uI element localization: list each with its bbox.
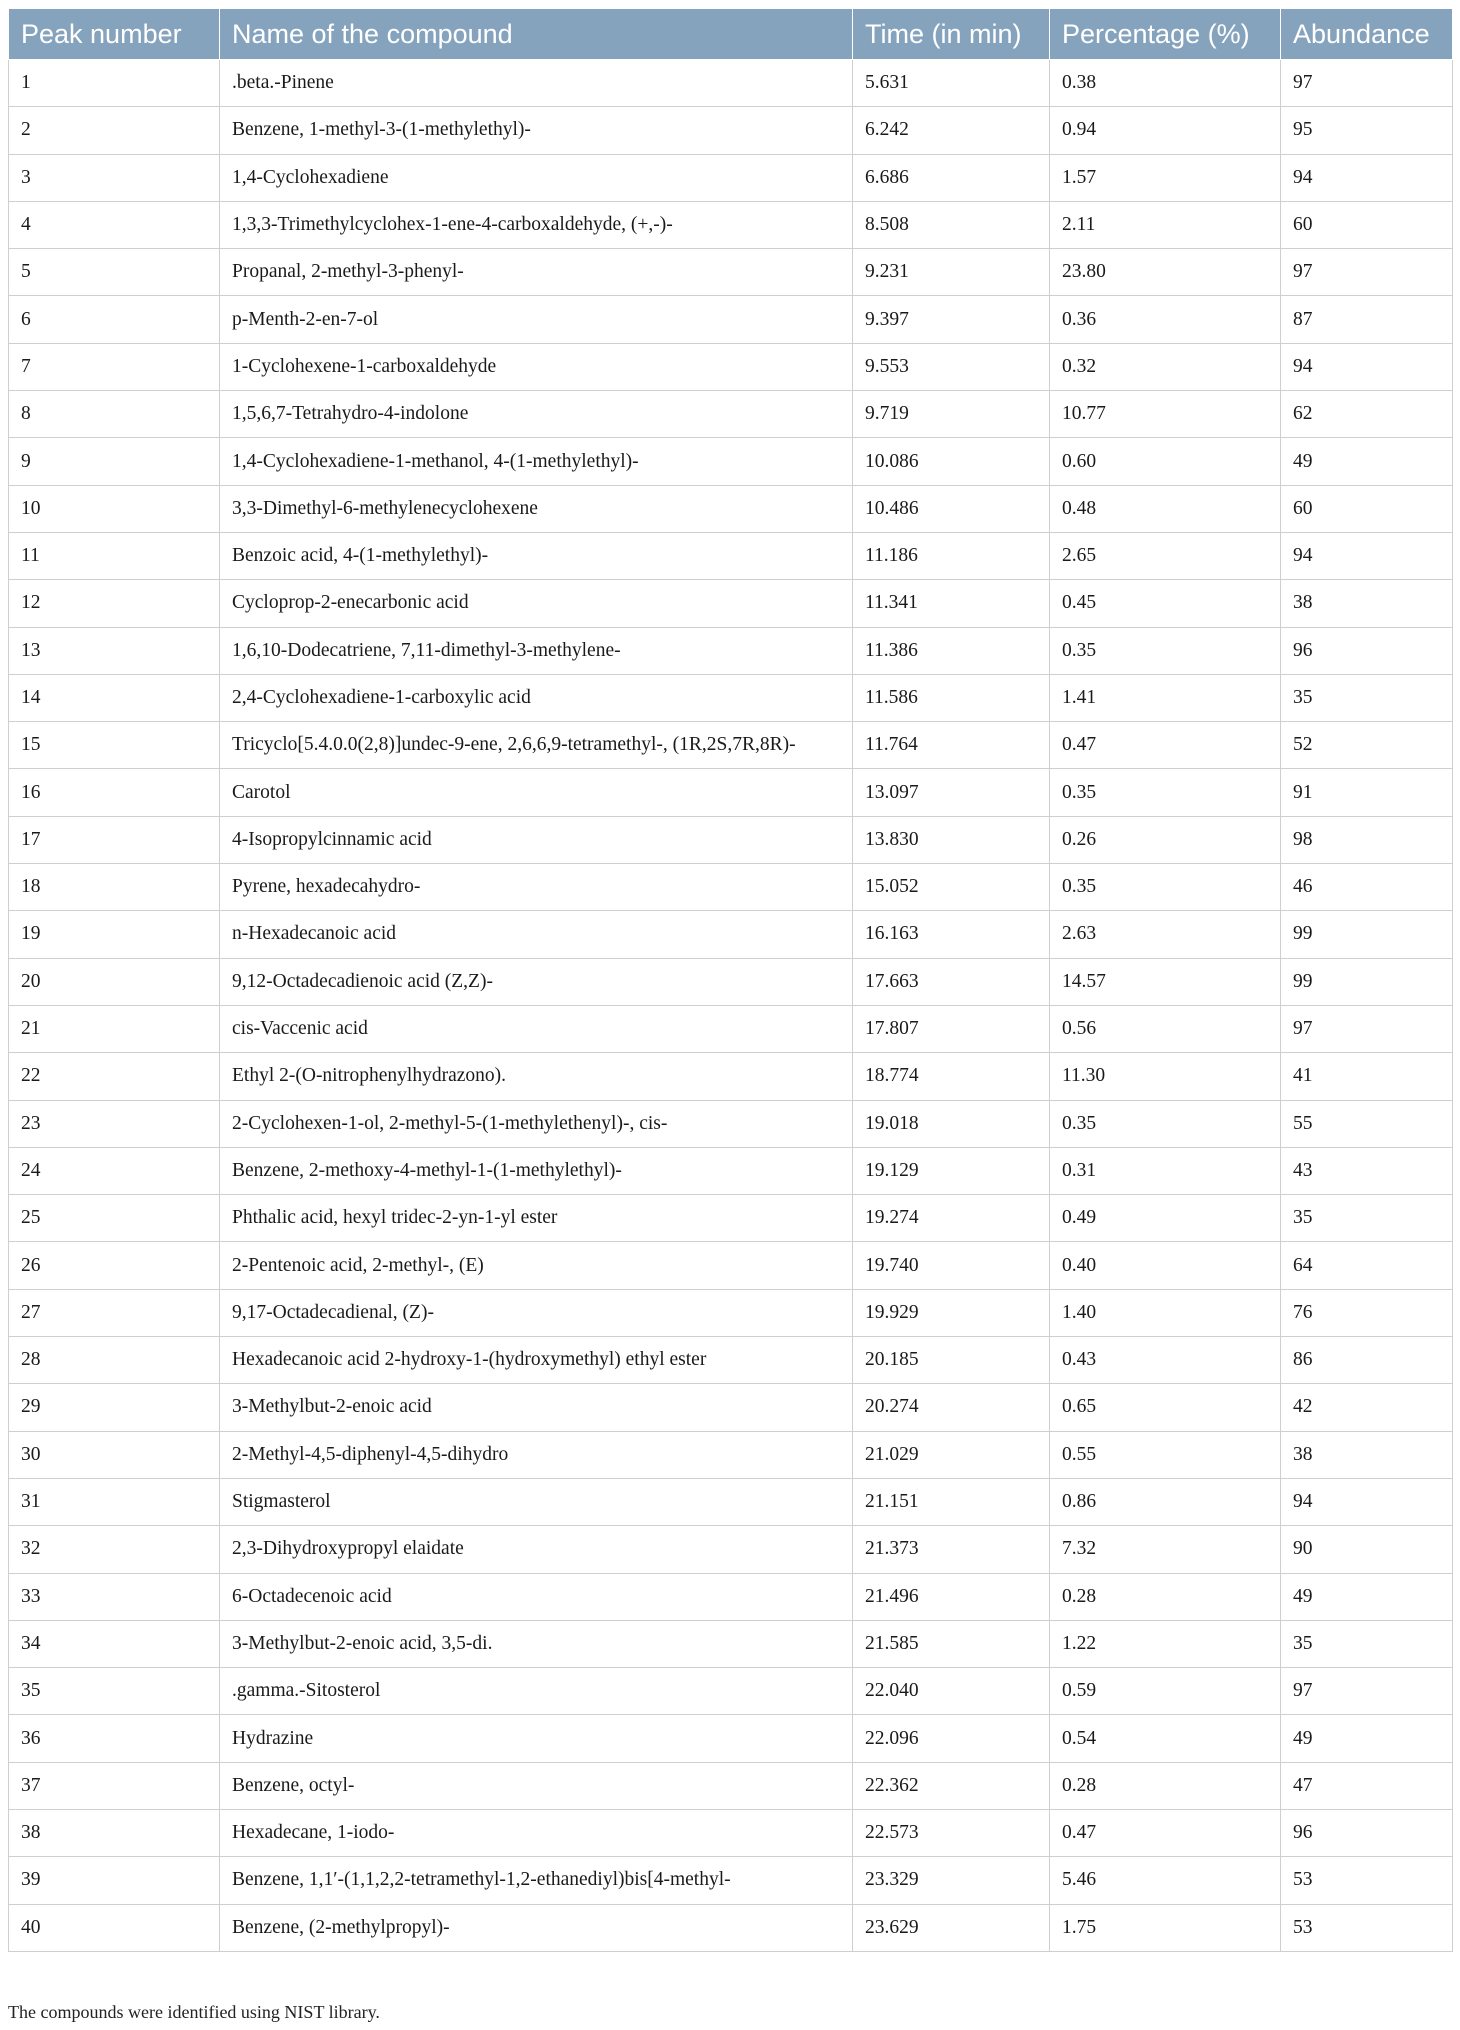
percentage-cell: 5.46 — [1050, 1857, 1281, 1904]
table-row — [9, 958, 1453, 1005]
time-cell: 22.573 — [853, 1809, 1050, 1856]
peak-number-cell: 19 — [9, 911, 220, 958]
time-cell: 20.274 — [853, 1384, 1050, 1431]
abundance-cell: 90 — [1281, 1526, 1453, 1573]
abundance-cell: 43 — [1281, 1147, 1453, 1194]
compound-name-cell: Cycloprop-2-enecarbonic acid — [220, 580, 853, 627]
peak-number-cell: 12 — [9, 580, 220, 627]
abundance-cell: 62 — [1281, 391, 1453, 438]
peak-number-cell: 16 — [9, 769, 220, 816]
table-row — [9, 391, 1453, 438]
compound-name-cell: Hexadecanoic acid 2-hydroxy-1-(hydroxymethyl) ethyl ester — [220, 1337, 853, 1384]
percentage-cell: 0.45 — [1050, 580, 1281, 627]
time-cell: 5.631 — [853, 60, 1050, 107]
percentage-cell: 23.80 — [1050, 249, 1281, 296]
abundance-cell: 97 — [1281, 1668, 1453, 1715]
percentage-cell: 0.38 — [1050, 60, 1281, 107]
table-row — [9, 1620, 1453, 1667]
time-cell: 6.242 — [853, 107, 1050, 154]
compound-name-cell: .beta.-Pinene — [220, 60, 853, 107]
time-cell: 21.151 — [853, 1478, 1050, 1525]
peak-number-cell: 6 — [9, 296, 220, 343]
time-cell: 23.329 — [853, 1857, 1050, 1904]
compound-table-container — [8, 8, 1452, 1952]
abundance-cell: 96 — [1281, 627, 1453, 674]
abundance-cell: 94 — [1281, 532, 1453, 579]
percentage-cell: 1.41 — [1050, 674, 1281, 721]
table-row — [9, 1478, 1453, 1525]
table-header — [9, 9, 1453, 60]
abundance-cell: 99 — [1281, 911, 1453, 958]
percentage-cell: 0.56 — [1050, 1005, 1281, 1052]
percentage-cell: 0.59 — [1050, 1668, 1281, 1715]
header-time: Time (in min) — [853, 9, 1050, 60]
percentage-cell: 0.55 — [1050, 1431, 1281, 1478]
table-row — [9, 1053, 1453, 1100]
abundance-cell: 53 — [1281, 1904, 1453, 1951]
table-footnote: The compounds were identified using NIST library. — [8, 2002, 380, 2022]
peak-number-cell: 37 — [9, 1762, 220, 1809]
abundance-cell: 49 — [1281, 438, 1453, 485]
percentage-cell: 0.26 — [1050, 816, 1281, 863]
time-cell: 17.663 — [853, 958, 1050, 1005]
time-cell: 9.719 — [853, 391, 1050, 438]
header-abundance: Abundance — [1281, 9, 1453, 60]
time-cell: 13.097 — [853, 769, 1050, 816]
table-row — [9, 722, 1453, 769]
time-cell: 17.807 — [853, 1005, 1050, 1052]
compound-name-cell: 1,5,6,7-Tetrahydro-4-indolone — [220, 391, 853, 438]
percentage-cell: 0.35 — [1050, 1100, 1281, 1147]
percentage-cell: 0.35 — [1050, 864, 1281, 911]
compound-name-cell: 2-Methyl-4,5-diphenyl-4,5-dihydro — [220, 1431, 853, 1478]
table-row — [9, 154, 1453, 201]
compound-name-cell: 1,4-Cyclohexadiene — [220, 154, 853, 201]
time-cell: 11.186 — [853, 532, 1050, 579]
table-row — [9, 201, 1453, 248]
compound-name-cell: Benzene, octyl- — [220, 1762, 853, 1809]
abundance-cell: 94 — [1281, 1478, 1453, 1525]
table-row — [9, 296, 1453, 343]
peak-number-cell: 13 — [9, 627, 220, 674]
abundance-cell: 87 — [1281, 296, 1453, 343]
percentage-cell: 0.54 — [1050, 1715, 1281, 1762]
time-cell: 20.185 — [853, 1337, 1050, 1384]
time-cell: 18.774 — [853, 1053, 1050, 1100]
peak-number-cell: 36 — [9, 1715, 220, 1762]
header-row — [9, 9, 1453, 60]
abundance-cell: 35 — [1281, 674, 1453, 721]
abundance-cell: 94 — [1281, 343, 1453, 390]
percentage-cell: 0.36 — [1050, 296, 1281, 343]
abundance-cell: 99 — [1281, 958, 1453, 1005]
table-row — [9, 1289, 1453, 1336]
time-cell: 19.018 — [853, 1100, 1050, 1147]
compound-name-cell: Benzene, (2-methylpropyl)- — [220, 1904, 853, 1951]
abundance-cell: 41 — [1281, 1053, 1453, 1100]
table-row — [9, 911, 1453, 958]
peak-number-cell: 14 — [9, 674, 220, 721]
percentage-cell: 0.43 — [1050, 1337, 1281, 1384]
table-row — [9, 1526, 1453, 1573]
compound-name-cell: 1,3,3-Trimethylcyclohex-1-ene-4-carboxaldehyde, (+,-)- — [220, 201, 853, 248]
compound-name-cell: 2-Cyclohexen-1-ol, 2-methyl-5-(1-methylethenyl)-, cis- — [220, 1100, 853, 1147]
percentage-cell: 1.75 — [1050, 1904, 1281, 1951]
peak-number-cell: 39 — [9, 1857, 220, 1904]
table-row — [9, 1100, 1453, 1147]
peak-number-cell: 5 — [9, 249, 220, 296]
abundance-cell: 42 — [1281, 1384, 1453, 1431]
compound-name-cell: n-Hexadecanoic acid — [220, 911, 853, 958]
peak-number-cell: 28 — [9, 1337, 220, 1384]
abundance-cell: 35 — [1281, 1195, 1453, 1242]
table-row — [9, 343, 1453, 390]
percentage-cell: 0.49 — [1050, 1195, 1281, 1242]
percentage-cell: 1.57 — [1050, 154, 1281, 201]
table-row — [9, 1904, 1453, 1951]
table-row — [9, 816, 1453, 863]
compound-name-cell: 3,3-Dimethyl-6-methylenecyclohexene — [220, 485, 853, 532]
peak-number-cell: 21 — [9, 1005, 220, 1052]
percentage-cell: 0.35 — [1050, 627, 1281, 674]
percentage-cell: 0.48 — [1050, 485, 1281, 532]
compound-name-cell: Ethyl 2-(O-nitrophenylhydrazono). — [220, 1053, 853, 1100]
abundance-cell: 55 — [1281, 1100, 1453, 1147]
abundance-cell: 60 — [1281, 201, 1453, 248]
percentage-cell: 1.22 — [1050, 1620, 1281, 1667]
percentage-cell: 0.47 — [1050, 722, 1281, 769]
table-row — [9, 1431, 1453, 1478]
peak-number-cell: 10 — [9, 485, 220, 532]
table-row — [9, 1668, 1453, 1715]
percentage-cell: 0.35 — [1050, 769, 1281, 816]
percentage-cell: 2.11 — [1050, 201, 1281, 248]
compound-name-cell: 1,4-Cyclohexadiene-1-methanol, 4-(1-methylethyl)- — [220, 438, 853, 485]
time-cell: 9.231 — [853, 249, 1050, 296]
peak-number-cell: 24 — [9, 1147, 220, 1194]
time-cell: 15.052 — [853, 864, 1050, 911]
time-cell: 11.586 — [853, 674, 1050, 721]
time-cell: 22.096 — [853, 1715, 1050, 1762]
peak-number-cell: 11 — [9, 532, 220, 579]
compound-name-cell: 6-Octadecenoic acid — [220, 1573, 853, 1620]
peak-number-cell: 3 — [9, 154, 220, 201]
peak-number-cell: 9 — [9, 438, 220, 485]
abundance-cell: 97 — [1281, 1005, 1453, 1052]
compound-name-cell: .gamma.-Sitosterol — [220, 1668, 853, 1715]
time-cell: 22.362 — [853, 1762, 1050, 1809]
table-row — [9, 1242, 1453, 1289]
compound-name-cell: cis-Vaccenic acid — [220, 1005, 853, 1052]
percentage-cell: 0.28 — [1050, 1573, 1281, 1620]
compound-table — [8, 8, 1453, 1952]
abundance-cell: 86 — [1281, 1337, 1453, 1384]
peak-number-cell: 1 — [9, 60, 220, 107]
percentage-cell: 1.40 — [1050, 1289, 1281, 1336]
compound-name-cell: Tricyclo[5.4.0.0(2,8)]undec-9-ene, 2,6,6,9-tetramethyl-, (1R,2S,7R,8R)- — [220, 722, 853, 769]
compound-name-cell: 1-Cyclohexene-1-carboxaldehyde — [220, 343, 853, 390]
compound-name-cell: Benzoic acid, 4-(1-methylethyl)- — [220, 532, 853, 579]
compound-name-cell: Phthalic acid, hexyl tridec-2-yn-1-yl ester — [220, 1195, 853, 1242]
compound-name-cell: Propanal, 2-methyl-3-phenyl- — [220, 249, 853, 296]
peak-number-cell: 8 — [9, 391, 220, 438]
abundance-cell: 38 — [1281, 1431, 1453, 1478]
compound-name-cell: Benzene, 1,1′-(1,1,2,2-tetramethyl-1,2-ethanediyl)bis[4-methyl- — [220, 1857, 853, 1904]
time-cell: 11.764 — [853, 722, 1050, 769]
peak-number-cell: 27 — [9, 1289, 220, 1336]
table-row — [9, 1762, 1453, 1809]
compound-name-cell: p-Menth-2-en-7-ol — [220, 296, 853, 343]
compound-name-cell: 2,3-Dihydroxypropyl elaidate — [220, 1526, 853, 1573]
table-row — [9, 60, 1453, 107]
time-cell: 23.629 — [853, 1904, 1050, 1951]
table-row — [9, 1384, 1453, 1431]
abundance-cell: 46 — [1281, 864, 1453, 911]
peak-number-cell: 30 — [9, 1431, 220, 1478]
compound-name-cell: 1,6,10-Dodecatriene, 7,11-dimethyl-3-methylene- — [220, 627, 853, 674]
abundance-cell: 76 — [1281, 1289, 1453, 1336]
compound-name-cell: 3-Methylbut-2-enoic acid, 3,5-di. — [220, 1620, 853, 1667]
time-cell: 16.163 — [853, 911, 1050, 958]
percentage-cell: 10.77 — [1050, 391, 1281, 438]
compound-name-cell: Pyrene, hexadecahydro- — [220, 864, 853, 911]
table-row — [9, 1195, 1453, 1242]
peak-number-cell: 31 — [9, 1478, 220, 1525]
table-row — [9, 485, 1453, 532]
compound-name-cell: 9,12-Octadecadienoic acid (Z,Z)- — [220, 958, 853, 1005]
peak-number-cell: 18 — [9, 864, 220, 911]
abundance-cell: 64 — [1281, 1242, 1453, 1289]
time-cell: 21.585 — [853, 1620, 1050, 1667]
table-row — [9, 1005, 1453, 1052]
peak-number-cell: 26 — [9, 1242, 220, 1289]
table-row — [9, 627, 1453, 674]
compound-name-cell: Benzene, 1-methyl-3-(1-methylethyl)- — [220, 107, 853, 154]
compound-name-cell: 2-Pentenoic acid, 2-methyl-, (E) — [220, 1242, 853, 1289]
compound-name-cell: Benzene, 2-methoxy-4-methyl-1-(1-methylethyl)- — [220, 1147, 853, 1194]
abundance-cell: 97 — [1281, 249, 1453, 296]
peak-number-cell: 23 — [9, 1100, 220, 1147]
compound-name-cell: Hexadecane, 1-iodo- — [220, 1809, 853, 1856]
time-cell: 21.373 — [853, 1526, 1050, 1573]
percentage-cell: 2.65 — [1050, 532, 1281, 579]
percentage-cell: 0.47 — [1050, 1809, 1281, 1856]
table-row — [9, 1147, 1453, 1194]
table-row — [9, 1857, 1453, 1904]
time-cell: 19.129 — [853, 1147, 1050, 1194]
table-row — [9, 864, 1453, 911]
table-row — [9, 674, 1453, 721]
peak-number-cell: 38 — [9, 1809, 220, 1856]
time-cell: 19.929 — [853, 1289, 1050, 1336]
time-cell: 11.386 — [853, 627, 1050, 674]
table-row — [9, 249, 1453, 296]
peak-number-cell: 4 — [9, 201, 220, 248]
abundance-cell: 97 — [1281, 60, 1453, 107]
percentage-cell: 11.30 — [1050, 1053, 1281, 1100]
time-cell: 9.397 — [853, 296, 1050, 343]
table-row — [9, 1337, 1453, 1384]
time-cell: 10.486 — [853, 485, 1050, 532]
header-percentage: Percentage (%) — [1050, 9, 1281, 60]
time-cell: 21.029 — [853, 1431, 1050, 1478]
percentage-cell: 0.60 — [1050, 438, 1281, 485]
time-cell: 10.086 — [853, 438, 1050, 485]
time-cell: 19.274 — [853, 1195, 1050, 1242]
peak-number-cell: 22 — [9, 1053, 220, 1100]
abundance-cell: 53 — [1281, 1857, 1453, 1904]
compound-name-cell: Stigmasterol — [220, 1478, 853, 1525]
peak-number-cell: 20 — [9, 958, 220, 1005]
peak-number-cell: 34 — [9, 1620, 220, 1667]
compound-name-cell: Carotol — [220, 769, 853, 816]
abundance-cell: 91 — [1281, 769, 1453, 816]
abundance-cell: 47 — [1281, 1762, 1453, 1809]
header-compound-name: Name of the compound — [220, 9, 853, 60]
percentage-cell: 0.28 — [1050, 1762, 1281, 1809]
table-row — [9, 1715, 1453, 1762]
peak-number-cell: 7 — [9, 343, 220, 390]
header-peak-number: Peak number — [9, 9, 220, 60]
abundance-cell: 95 — [1281, 107, 1453, 154]
peak-number-cell: 29 — [9, 1384, 220, 1431]
abundance-cell: 35 — [1281, 1620, 1453, 1667]
time-cell: 8.508 — [853, 201, 1050, 248]
table-row — [9, 107, 1453, 154]
percentage-cell: 14.57 — [1050, 958, 1281, 1005]
abundance-cell: 52 — [1281, 722, 1453, 769]
table-row — [9, 1573, 1453, 1620]
abundance-cell: 49 — [1281, 1573, 1453, 1620]
peak-number-cell: 33 — [9, 1573, 220, 1620]
table-body — [9, 60, 1453, 1952]
peak-number-cell: 17 — [9, 816, 220, 863]
percentage-cell: 0.94 — [1050, 107, 1281, 154]
percentage-cell: 0.86 — [1050, 1478, 1281, 1525]
time-cell: 6.686 — [853, 154, 1050, 201]
abundance-cell: 94 — [1281, 154, 1453, 201]
peak-number-cell: 40 — [9, 1904, 220, 1951]
table-row — [9, 769, 1453, 816]
compound-name-cell: Hydrazine — [220, 1715, 853, 1762]
table-row — [9, 532, 1453, 579]
time-cell: 13.830 — [853, 816, 1050, 863]
abundance-cell: 38 — [1281, 580, 1453, 627]
compound-name-cell: 4-Isopropylcinnamic acid — [220, 816, 853, 863]
table-row — [9, 1809, 1453, 1856]
percentage-cell: 0.40 — [1050, 1242, 1281, 1289]
abundance-cell: 49 — [1281, 1715, 1453, 1762]
abundance-cell: 96 — [1281, 1809, 1453, 1856]
peak-number-cell: 15 — [9, 722, 220, 769]
time-cell: 21.496 — [853, 1573, 1050, 1620]
peak-number-cell: 25 — [9, 1195, 220, 1242]
compound-name-cell: 9,17-Octadecadienal, (Z)- — [220, 1289, 853, 1336]
time-cell: 11.341 — [853, 580, 1050, 627]
percentage-cell: 2.63 — [1050, 911, 1281, 958]
compound-name-cell: 3-Methylbut-2-enoic acid — [220, 1384, 853, 1431]
time-cell: 22.040 — [853, 1668, 1050, 1715]
table-row — [9, 438, 1453, 485]
abundance-cell: 98 — [1281, 816, 1453, 863]
percentage-cell: 0.32 — [1050, 343, 1281, 390]
peak-number-cell: 32 — [9, 1526, 220, 1573]
compound-name-cell: 2,4-Cyclohexadiene-1-carboxylic acid — [220, 674, 853, 721]
percentage-cell: 0.65 — [1050, 1384, 1281, 1431]
percentage-cell: 7.32 — [1050, 1526, 1281, 1573]
peak-number-cell: 2 — [9, 107, 220, 154]
table-row — [9, 580, 1453, 627]
peak-number-cell: 35 — [9, 1668, 220, 1715]
percentage-cell: 0.31 — [1050, 1147, 1281, 1194]
time-cell: 19.740 — [853, 1242, 1050, 1289]
abundance-cell: 60 — [1281, 485, 1453, 532]
time-cell: 9.553 — [853, 343, 1050, 390]
